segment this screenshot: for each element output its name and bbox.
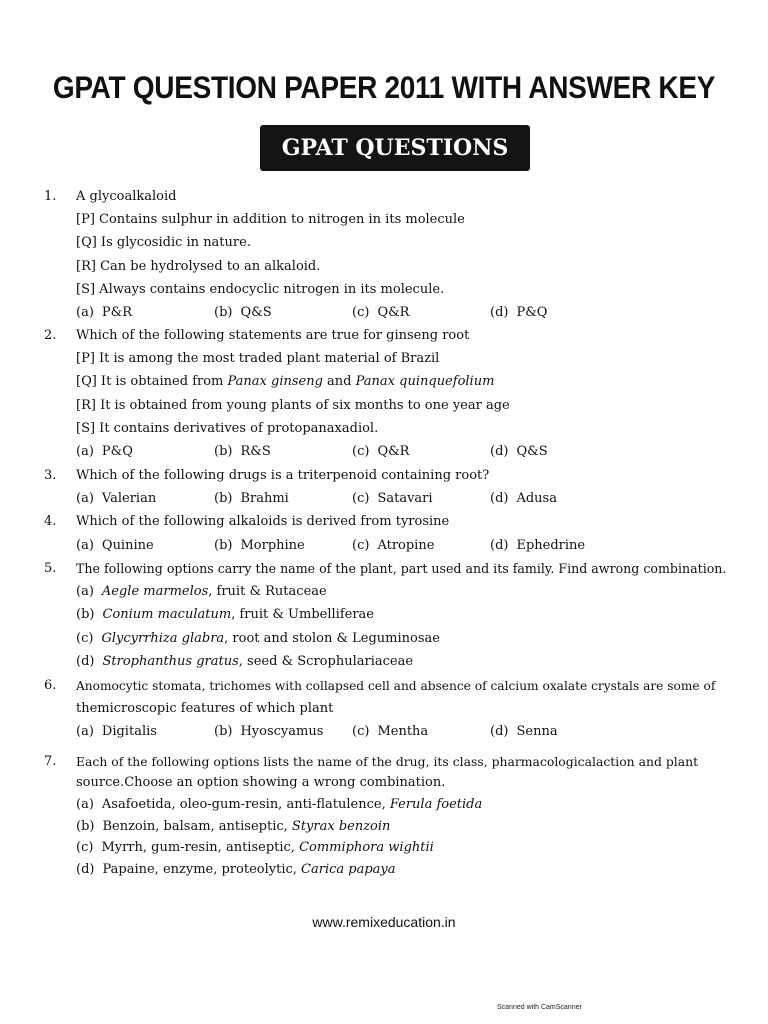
page-title: GPAT QUESTION PAPER 2011 WITH ANSWER KEY: [52, 70, 716, 105]
question-stem: Which of the following alkaloids is derived from tyrosine: [76, 514, 450, 529]
question-stem-line: Each of the following options lists the name of the drug, its class, pharmacologicalaction and plant: [76, 754, 699, 769]
options-row: [0, 724, 768, 740]
option-d: (d) Adusa: [490, 491, 557, 506]
question-stem-line: Anomocytic stomata, trichomes with collapsed cell and absence of calcium oxalate crystals are some of: [76, 679, 716, 693]
question-stem-line: themicroscopic features of which plant: [76, 701, 334, 716]
option-c: (c) Myrrh, gum-resin, antiseptic, Commiphora wightii: [76, 840, 434, 855]
statement: [R] Can be hydrolysed to an alkaloid.: [76, 259, 321, 274]
question-stem: Which of the following statements are true for ginseng root: [76, 328, 470, 343]
question-number: 7.: [44, 754, 57, 769]
scanner-note: Scanned with CamScanner: [497, 1004, 582, 1011]
question-stem-line: source.Choose an option showing a wrong combination.: [76, 775, 446, 790]
options-row: [0, 538, 768, 554]
option-d: (d) Q&S: [490, 444, 548, 459]
question-number: 6.: [44, 678, 57, 693]
option-b: (b) Brahmi: [214, 491, 289, 506]
options-row: [0, 305, 768, 321]
option-c: (c) Q&R: [352, 444, 410, 459]
option-a: (a) P&R: [76, 305, 133, 320]
option-a: (a) Digitalis: [76, 724, 157, 739]
statement: [S] Always contains endocyclic nitrogen in its molecule.: [76, 282, 445, 297]
option-a: (a) Asafoetida, oleo-gum-resin, anti-flatulence, Ferula foetida: [76, 797, 483, 812]
question-number: 5.: [44, 561, 57, 576]
option-c: (c) Q&R: [352, 305, 410, 320]
option-a: (a) Aegle marmelos, fruit & Rutaceae: [76, 584, 327, 599]
option-d: (d) Senna: [490, 724, 558, 739]
statement: [S] It contains derivatives of protopanaxadiol.: [76, 421, 379, 436]
option-a: (a) Valerian: [76, 491, 157, 506]
question-stem: A glycoalkaloid: [76, 189, 177, 204]
question-number: 1.: [44, 189, 57, 204]
option-d: (d) Papaine, enzyme, proteolytic, Carica papaya: [76, 862, 396, 877]
option-d: (d) P&Q: [490, 305, 548, 320]
option-b: (b) Benzoin, balsam, antiseptic, Styrax benzoin: [76, 819, 391, 834]
question-number: 2.: [44, 328, 57, 343]
option-c: (c) Glycyrrhiza glabra, root and stolon & Leguminosae: [76, 631, 440, 646]
options-row: [0, 491, 768, 507]
section-banner: GPAT QUESTIONS: [260, 125, 530, 171]
option-b: (b) Q&S: [214, 305, 272, 320]
statement: [Q] Is glycosidic in nature.: [76, 235, 251, 250]
question-number: 3.: [44, 468, 57, 483]
option-b: (b) R&S: [214, 444, 271, 459]
option-b: (b) Hyoscyamus: [214, 724, 324, 739]
footer-url: www.remixeducation.in: [312, 914, 456, 930]
option-c: (c) Mentha: [352, 724, 429, 739]
statement: [P] It is among the most traded plant material of Brazil: [76, 351, 440, 366]
statement: [P] Contains sulphur in addition to nitrogen in its molecule: [76, 212, 465, 227]
statement: [R] It is obtained from young plants of six months to one year age: [76, 398, 510, 413]
option-d: (d) Strophanthus gratus, seed & Scrophulariaceae: [76, 654, 414, 669]
option-b: (b) Morphine: [214, 538, 305, 553]
option-c: (c) Atropine: [352, 538, 435, 553]
options-row: [0, 444, 768, 460]
question-stem: Which of the following drugs is a triterpenoid containing root?: [76, 468, 490, 483]
option-b: (b) Conium maculatum, fruit & Umbelliferae: [76, 607, 374, 622]
statement: [Q] It is obtained from Panax ginseng and Panax quinquefolium: [76, 374, 495, 389]
option-a: (a) P&Q: [76, 444, 133, 459]
option-c: (c) Satavari: [352, 491, 433, 506]
question-number: 4.: [44, 514, 57, 529]
option-d: (d) Ephedrine: [490, 538, 586, 553]
question-stem: The following options carry the name of the plant, part used and its family. Find awrong combination.: [76, 561, 727, 576]
option-a: (a) Quinine: [76, 538, 154, 553]
